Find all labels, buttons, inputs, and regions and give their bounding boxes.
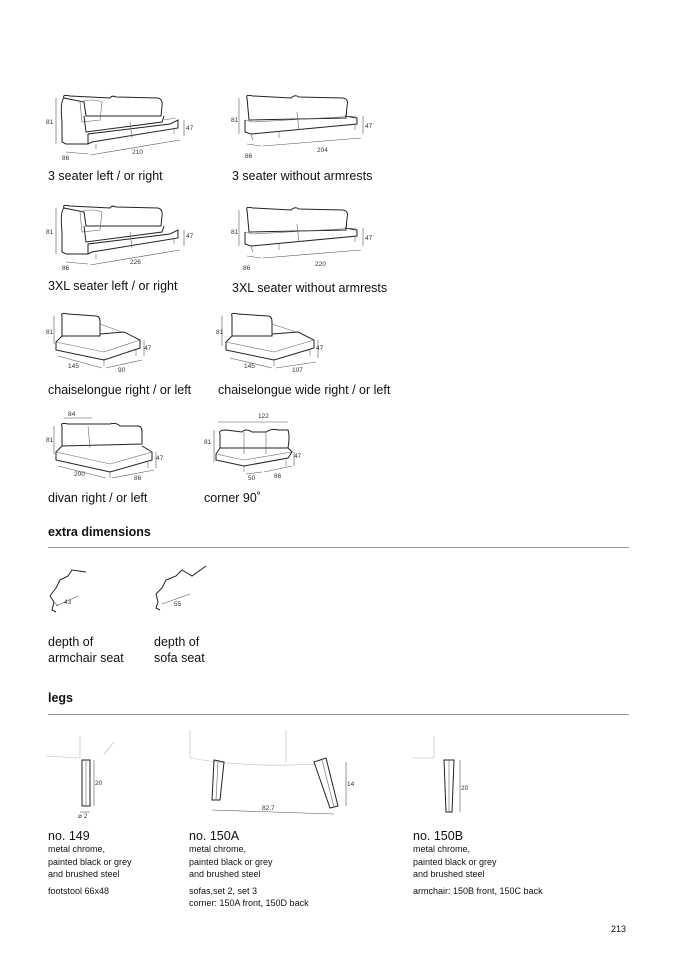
extra-item-line2: armchair seat	[48, 651, 124, 665]
leg-desc-line: and brushed steel	[189, 869, 261, 879]
leg-150a-span: 82,7	[262, 805, 275, 812]
dim-depth: 145	[68, 363, 79, 370]
leg-desc-line: and brushed steel	[413, 869, 485, 879]
caption-chaiselongue: chaiselongue right / or left	[48, 383, 192, 397]
sofa-seat-depth-value: 55	[174, 601, 182, 608]
divan-drawing	[40, 408, 170, 488]
leg-150a-drawing	[186, 728, 366, 824]
extra-item-line1: depth of	[154, 635, 200, 649]
caption-3-seater: 3 seater left / or right	[48, 169, 163, 183]
leg-note-line: footstool 66x48	[48, 885, 110, 896]
caption-corner: corner 90˚	[204, 491, 261, 505]
leg-title: no. 150A	[189, 829, 240, 843]
leg-150b-height: 20	[461, 785, 469, 792]
leg-description	[413, 843, 543, 881]
page-number: 213	[611, 924, 627, 934]
section-heading-legs: legs	[48, 691, 74, 705]
sofa-3xl-seater-drawing	[40, 202, 200, 274]
sofa-3xl-no-arms-drawing	[225, 204, 385, 276]
section-divider	[48, 714, 629, 715]
leg-desc-line: painted black or grey	[48, 856, 132, 867]
leg-desc-line: metal chrome,	[189, 844, 247, 854]
leg-desc-line: and brushed steel	[48, 869, 120, 879]
dim-width: 86	[134, 475, 142, 482]
chaiselongue-drawing	[40, 308, 170, 380]
chaiselongue-wide-drawing	[212, 308, 342, 380]
leg-title: no. 149	[48, 829, 90, 843]
dim-seat: 47	[365, 235, 373, 242]
leg-desc-line: metal chrome,	[48, 844, 106, 854]
dim-width: 107	[292, 367, 303, 374]
leg-note-line: armchair: 150B front, 150C back	[413, 885, 543, 896]
dim-depth: 86	[62, 265, 70, 272]
sofa-seat-depth-drawing	[148, 562, 218, 622]
leg-description	[48, 843, 132, 881]
armchair-seat-depth-drawing	[44, 566, 104, 626]
dim-height: 81	[46, 229, 54, 236]
dim-seat: 47	[186, 125, 194, 132]
dim-height: 81	[46, 437, 54, 444]
leg-desc-line: painted black or grey	[189, 856, 273, 867]
leg-title: no. 150B	[413, 829, 464, 843]
armchair-seat-depth-value: 43	[64, 599, 72, 606]
dim-width: 86	[274, 473, 282, 480]
leg-note-line: corner: 150A front, 150D back	[189, 898, 309, 908]
dim-width: 220	[315, 261, 326, 268]
caption-3xl-no-arms: 3XL seater without armrests	[232, 281, 388, 295]
caption-3xl-seater: 3XL seater left / or right	[48, 279, 178, 293]
leg-149-diameter: ⌀ 2	[78, 813, 88, 820]
leg-150b-drawing	[410, 734, 490, 824]
dim-width: 210	[132, 149, 143, 156]
leg-desc-line: painted black or grey	[413, 856, 497, 867]
leg-item-150a	[189, 829, 309, 910]
dim-height: 81	[216, 329, 224, 336]
section-divider	[48, 547, 629, 548]
dim-depth: 86	[62, 155, 70, 162]
section-heading-extra-dimensions: extra dimensions	[48, 525, 151, 539]
dim-seat: 47	[365, 123, 373, 130]
leg-description	[189, 843, 309, 881]
dim-width: 90	[118, 367, 126, 374]
dim-height: 81	[46, 119, 54, 126]
dim-seat: 47	[144, 345, 152, 352]
dim-width: 204	[317, 147, 328, 154]
leg-note-line: sofas,set 2, set 3	[189, 885, 258, 896]
dim-seat: 47	[316, 345, 324, 352]
dim-seat: 47	[186, 233, 194, 240]
dim-height: 81	[204, 439, 212, 446]
extra-item-sofa-seat	[154, 634, 205, 666]
dim-depth: 86	[243, 265, 251, 272]
extra-item-line1: depth of	[48, 635, 94, 649]
caption-chaiselongue-wide: chaiselongue wide right / or left	[218, 383, 391, 397]
dim-height: 81	[231, 229, 239, 236]
dim-width: 226	[130, 259, 141, 266]
leg-150a-height: 14	[347, 781, 355, 788]
leg-149-drawing	[44, 734, 124, 824]
dim-depth: 50	[248, 475, 256, 482]
dim-height: 81	[46, 329, 54, 336]
dim-top: 84	[68, 411, 76, 418]
leg-149-height: 20	[95, 780, 103, 787]
dim-depth: 200	[74, 471, 85, 478]
sofa-3-seater-no-arms-drawing	[225, 92, 385, 164]
caption-3-seater-no-arms: 3 seater without armrests	[232, 169, 373, 183]
extra-item-armchair-seat	[48, 634, 124, 666]
leg-item-149	[48, 829, 132, 897]
leg-note	[413, 885, 543, 898]
dim-top: 122	[258, 413, 269, 420]
sofa-3-seater-drawing	[40, 92, 200, 164]
extra-item-line2: sofa seat	[154, 651, 205, 665]
dim-seat: 47	[294, 453, 302, 460]
dim-seat: 47	[156, 455, 164, 462]
leg-item-150b	[413, 829, 543, 897]
caption-divan: divan right / or left	[48, 491, 148, 505]
dim-depth: 145	[244, 363, 255, 370]
dim-height: 81	[231, 117, 239, 124]
leg-note	[189, 885, 309, 910]
leg-note	[48, 885, 132, 898]
dim-depth: 86	[245, 153, 253, 160]
leg-desc-line: metal chrome,	[413, 844, 471, 854]
corner-drawing	[200, 408, 310, 488]
